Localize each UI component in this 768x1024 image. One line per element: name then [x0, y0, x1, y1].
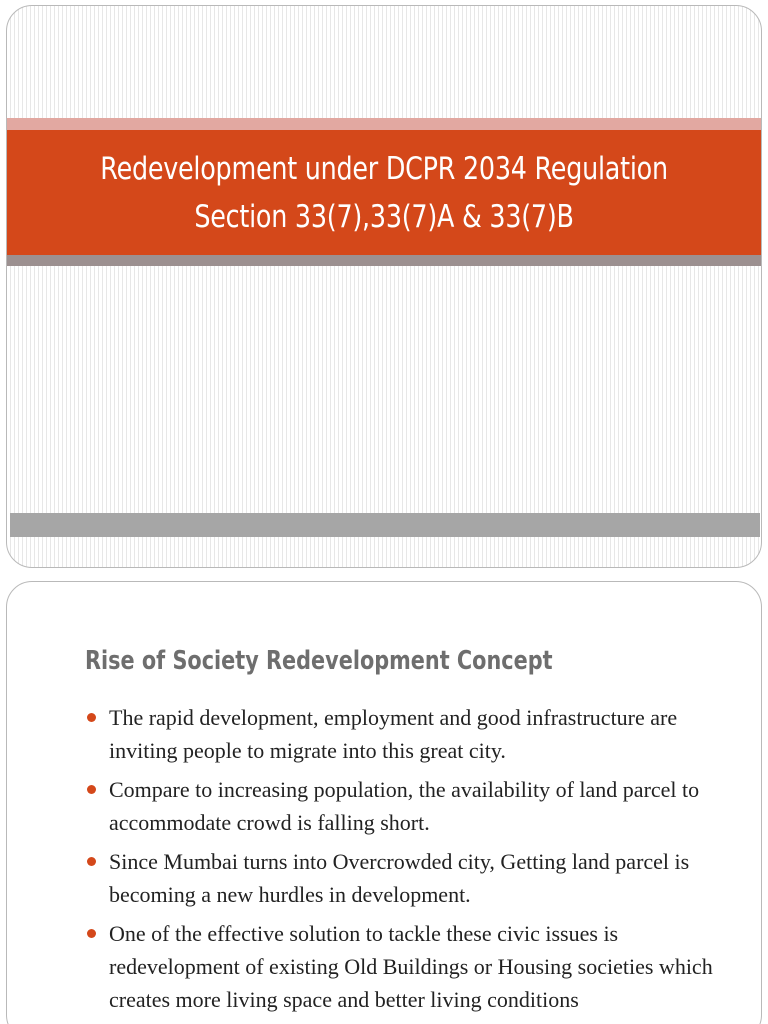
decorative-bottom-strip — [10, 513, 760, 537]
bullet-dot-icon — [87, 857, 96, 866]
slide-title-line-1: Redevelopment under DCPR 2034 Regulation — [100, 150, 668, 187]
bullet-dot-icon — [87, 785, 96, 794]
bullet-dot-icon — [87, 713, 96, 722]
decorative-under-strip — [7, 255, 761, 266]
content-slide — [6, 581, 762, 1024]
bullet-text: The rapid development, employment and good infrastructure are inviting people to migrate into this great city. — [109, 705, 678, 763]
slide-title-line-2: Section 33(7),33(7)A & 33(7)B — [194, 198, 574, 235]
bullet-item — [85, 773, 745, 839]
title-slide — [6, 5, 762, 568]
bullet-item — [85, 917, 745, 1016]
title-band — [7, 130, 761, 255]
decorative-top-strip — [7, 118, 761, 130]
bullet-item — [85, 845, 745, 911]
slide-title — [100, 145, 668, 241]
bullet-dot-icon — [87, 929, 96, 938]
bullet-item — [85, 701, 745, 767]
slide-heading: Rise of Society Redevelopment Concept — [85, 646, 553, 676]
bullet-text: Compare to increasing population, the availability of land parcel to accommodate crowd is falling short. — [109, 777, 700, 835]
bullet-text: Since Mumbai turns into Overcrowded city, Getting land parcel is becoming a new hurdles in development. — [109, 849, 690, 907]
bullet-text: One of the effective solution to tackle these civic issues is redevelopment of existing Old Buildings or Housing societies which creates more living space and better living conditions — [109, 921, 713, 1012]
bullet-list — [85, 701, 745, 1022]
